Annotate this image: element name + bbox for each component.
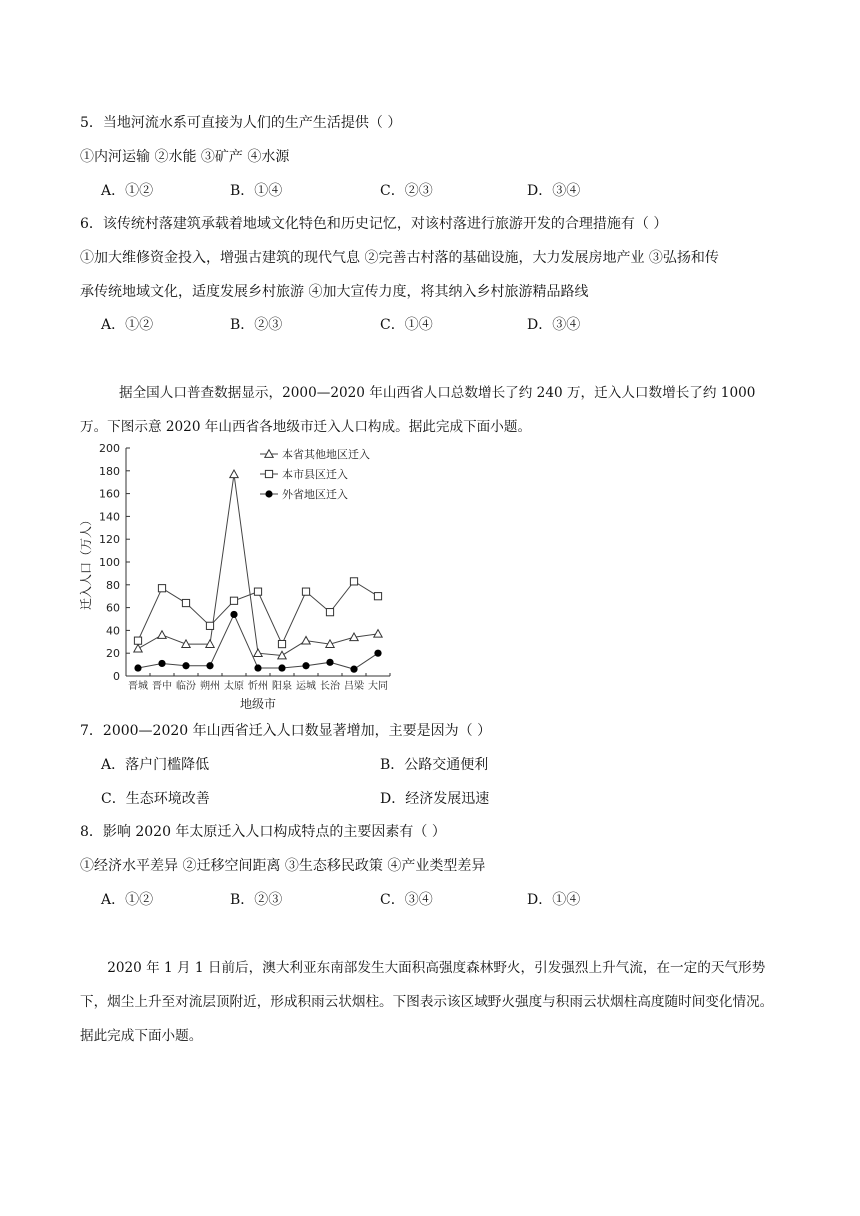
- data-point-dot: [278, 664, 285, 671]
- q6-option-b[interactable]: B．②③: [230, 317, 283, 333]
- data-point-square: [326, 609, 333, 616]
- y-tick-label: 0: [113, 670, 120, 683]
- y-tick-label: 140: [99, 510, 120, 524]
- q7-option-b[interactable]: B．公路交通便利: [380, 757, 489, 773]
- y-tick-label: 20: [106, 647, 120, 661]
- data-point-square: [350, 578, 357, 585]
- data-point-square: [278, 640, 285, 647]
- data-point-triangle: [374, 630, 382, 638]
- q8-items: ①经济水平差异 ②迁移空间距离 ③生态移民政策 ④产业类型差异: [80, 858, 486, 874]
- q5-option-d[interactable]: D．③④: [527, 183, 581, 199]
- q8-option-b[interactable]: B．②③: [230, 892, 283, 908]
- x-tick-label: 大同: [368, 681, 388, 692]
- y-tick-label: 80: [106, 578, 120, 592]
- y-tick-label: 60: [106, 601, 120, 615]
- data-point-dot: [302, 662, 309, 669]
- q7-option-c[interactable]: C．生态环境改善: [101, 791, 210, 807]
- x-tick-label: 朔州: [200, 681, 220, 692]
- data-point-square: [302, 588, 309, 595]
- x-tick-label: 运城: [296, 681, 316, 692]
- intro3-paragraph: 2020 年 1 月 1 日前后，澳大利亚东南部发生大面积高强度森林野火，引发强烈上升气流，在一定的天气形势下，烟尘上升至对流层顶附近，形成积雨云状烟柱。下图表示该区域野火强度与积雨云状烟柱高度随时间变化情况。据此完成下面小题。: [80, 960, 774, 1044]
- data-point-dot: [134, 664, 141, 671]
- q5-option-c[interactable]: C．②③: [380, 183, 433, 199]
- data-point-dot: [326, 659, 333, 666]
- data-point-triangle: [302, 636, 310, 644]
- x-tick-label: 长治: [320, 681, 340, 692]
- y-tick-label: 120: [99, 533, 120, 547]
- legend-label: 外省地区迁入: [282, 488, 348, 501]
- q6-items-line1: ①加大维修资金投入，增强古建筑的现代气息 ②完善古村落的基础设施，大力发展房地产业 ③弘扬和传: [80, 250, 719, 266]
- legend-marker-square: [265, 470, 272, 477]
- y-tick-label: 160: [99, 487, 120, 501]
- data-point-square: [182, 599, 189, 606]
- y-tick-label: 180: [99, 464, 120, 478]
- data-point-dot: [374, 650, 381, 657]
- y-tick-label: 40: [106, 624, 120, 638]
- data-point-triangle: [158, 631, 166, 639]
- y-tick-label: 200: [99, 442, 120, 455]
- q5-option-a[interactable]: A．①②: [101, 183, 154, 199]
- x-axis-title: 地级市: [239, 697, 277, 711]
- data-point-triangle: [134, 644, 142, 652]
- series-line-dot: [138, 614, 378, 669]
- data-point-triangle: [254, 649, 262, 657]
- q8-option-a[interactable]: A．①②: [101, 892, 154, 908]
- legend-label: 本省其他地区迁入: [282, 448, 370, 461]
- x-tick-label: 太原: [224, 681, 244, 692]
- data-point-square: [230, 597, 237, 604]
- intro2-line2: 万。下图示意 2020 年山西省各地级市迁入人口构成。据此完成下面小题。: [80, 419, 532, 435]
- data-point-dot: [158, 660, 165, 667]
- legend-marker-dot: [265, 490, 272, 497]
- data-point-dot: [206, 662, 213, 669]
- q6-option-d[interactable]: D．③④: [527, 317, 581, 333]
- q8-stem: 8．影响 2020 年太原迁入人口构成特点的主要因素有（ ）: [80, 824, 446, 840]
- data-point-square: [374, 593, 381, 600]
- intro2-line1: 据全国人口普查数据显示，2000—2020 年山西省人口总数增长了约 240 万，迁入人口数增长了约 1000: [119, 385, 756, 401]
- q6-items-line2: 承传统地域文化，适度发展乡村旅游 ④加大宣传力度，将其纳入乡村旅游精品路线: [80, 284, 589, 300]
- series-line-triangle: [138, 474, 378, 655]
- q8-option-c[interactable]: C．③④: [380, 892, 433, 908]
- q5-stem: 5．当地河流水系可直接为人们的生产生活提供（ ）: [80, 115, 402, 131]
- data-point-triangle: [230, 470, 238, 478]
- x-tick-label: 忻州: [248, 681, 268, 692]
- x-tick-label: 临汾: [176, 681, 196, 692]
- q5-items: ①内河运输 ②水能 ③矿产 ④水源: [80, 149, 290, 165]
- x-tick-label: 晋中: [152, 681, 172, 692]
- q5-option-b[interactable]: B．①④: [230, 183, 283, 199]
- q7-option-d[interactable]: D．经济发展迅速: [380, 791, 490, 807]
- q8-option-d[interactable]: D．①④: [527, 892, 581, 908]
- data-point-square: [158, 585, 165, 592]
- y-axis-title: 迁入人口（万人）: [79, 513, 93, 611]
- q6-option-c[interactable]: C．①④: [380, 317, 433, 333]
- x-tick-label: 阳泉: [272, 681, 292, 692]
- x-tick-label: 晋城: [128, 681, 148, 692]
- data-point-dot: [254, 664, 261, 671]
- data-point-dot: [230, 611, 237, 618]
- data-point-dot: [182, 662, 189, 669]
- data-point-dot: [350, 666, 357, 673]
- q7-option-a[interactable]: A．落户门槛降低: [101, 757, 210, 773]
- y-tick-label: 100: [99, 556, 120, 569]
- data-point-square: [134, 637, 141, 644]
- q6-option-a[interactable]: A．①②: [101, 317, 154, 333]
- data-point-square: [206, 622, 213, 629]
- x-tick-label: 吕梁: [344, 681, 364, 692]
- q6-stem: 6．该传统村落建筑承载着地域文化特色和历史记忆，对该村落进行旅游开发的合理措施有（ ）: [80, 216, 668, 232]
- legend-label: 本市县区迁入: [282, 468, 348, 481]
- q7-stem: 7．2000—2020 年山西省迁入人口数显著增加，主要是因为（ ）: [80, 723, 492, 739]
- data-point-square: [254, 588, 261, 595]
- migration-line-chart: [70, 440, 400, 712]
